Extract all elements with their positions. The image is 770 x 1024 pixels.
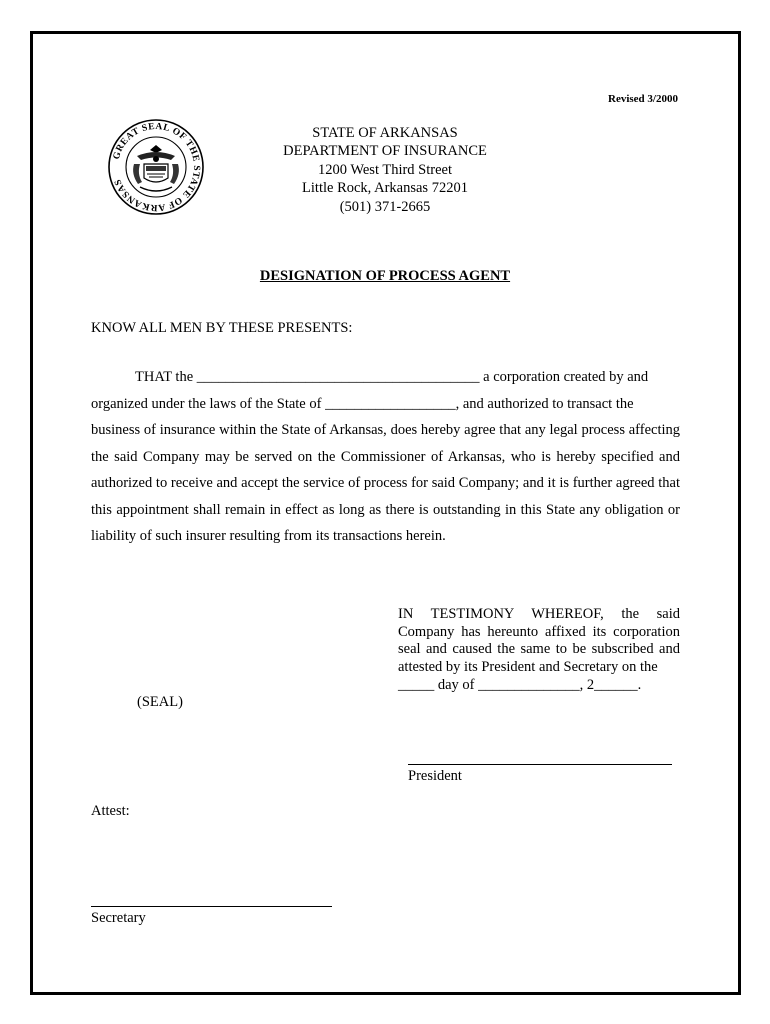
body-text-rest: business of insurance within the State of Arkansas, does hereby agree that any legal process affecting the said Company may be served on the Commissioner of Arkansas, who is hereby specified and authorized to receive and accept the service of process for said Company; and it is further agreed that this appointment shall remain in effect as long as there is outstanding in this State any obligation or liability of such insurer resulting from its transactions herein.	[91, 422, 680, 544]
secretary-signature-line[interactable]	[91, 906, 332, 907]
header-department: DEPARTMENT OF INSURANCE	[283, 143, 487, 160]
president-label: President	[408, 768, 462, 784]
header-city: Little Rock, Arkansas 72201	[302, 180, 468, 197]
intro-line: KNOW ALL MEN BY THESE PRESENTS:	[91, 320, 353, 336]
secretary-label: Secretary	[91, 910, 146, 926]
seal-label: (SEAL)	[137, 694, 183, 710]
document-title	[0, 268, 770, 285]
testimony-paragraph	[398, 606, 680, 695]
header-street: 1200 West Third Street	[317, 161, 453, 178]
testimony-date-line: _____ day of ______________, 2______.	[398, 676, 642, 693]
agency-header	[240, 124, 530, 216]
president-signature-line[interactable]	[408, 764, 672, 765]
revision-date: Revised 3/2000	[608, 93, 678, 105]
body-paragraph	[91, 364, 680, 550]
state-seal-image	[107, 118, 205, 216]
header-state: STATE OF ARKANSAS	[312, 125, 458, 141]
header-phone: (501) 371-2665	[339, 198, 431, 215]
testimony-text: IN TESTIMONY WHEREOF, the said Company has hereunto affixed its corporation seal and caused the same to be subscribed and attested by its President and Secretary on the	[398, 606, 680, 676]
attest-label: Attest:	[91, 803, 130, 819]
body-line-state: organized under the laws of the State of __________________, and authorized to transact the	[91, 395, 634, 412]
body-line-company: THAT the _______________________________________ a corporation created by and	[135, 369, 649, 385]
svg-text:GREAT SEAL OF THE STATE OF ARK: GREAT SEAL OF THE STATE OF ARKANSAS	[111, 121, 202, 213]
document-title-text: DESIGNATION OF PROCESS AGENT	[259, 268, 511, 284]
